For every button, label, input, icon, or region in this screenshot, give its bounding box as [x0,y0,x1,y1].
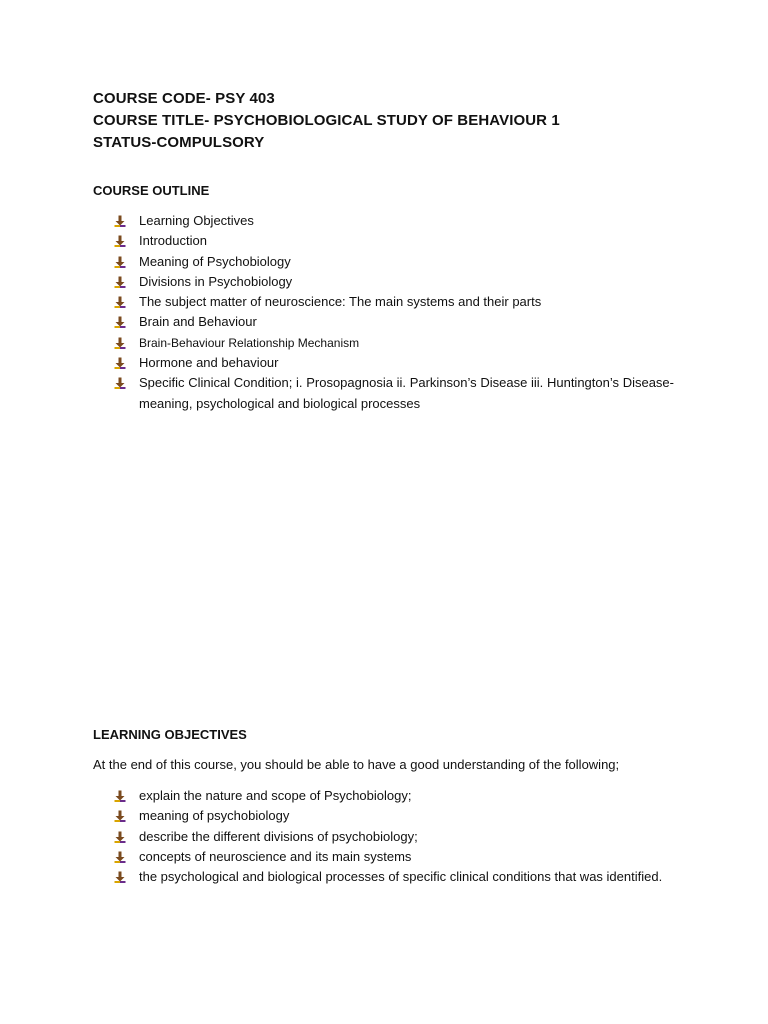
down-arrow-bullet-icon [114,276,126,288]
list-item [114,847,674,867]
list-item-text: Brain and Behaviour [139,314,257,330]
list-item-text: Brain-Behaviour Relationship Mechanism [139,335,360,350]
list-item-text: Learning Objectives [139,213,254,228]
learning-objectives-intro: At the end of this course, you should be able to have a good understanding of the following; [93,757,620,772]
list-item [114,231,674,251]
down-arrow-bullet-icon [114,377,126,389]
list-item [114,373,674,414]
list-item-text: the psychological and biological processes of specific clinical conditions that was identified. [139,869,663,885]
course-header [93,88,693,154]
list-item [114,786,674,806]
list-item-text: Meaning of Psychobiology [139,253,291,269]
down-arrow-bullet-icon [114,296,126,308]
down-arrow-bullet-icon [114,851,126,863]
down-arrow-bullet-icon [114,316,126,328]
list-item [114,827,674,847]
list-item [114,806,674,826]
learning-objectives-heading: LEARNING OBJECTIVES [93,727,247,742]
down-arrow-bullet-icon [114,810,126,822]
list-item [114,867,674,887]
list-item-text: Specific Clinical Condition; i. Prosopagnosia ii. Parkinson’s Disease iii. Huntington’s Disease- meaning, psychological and biological processes [139,375,674,411]
list-item-text: explain the nature and scope of Psychobiology; [139,788,412,803]
list-item [114,353,674,373]
list-item-text: Divisions in Psychobiology [139,273,293,289]
down-arrow-bullet-icon [114,215,126,227]
down-arrow-bullet-icon [114,357,126,369]
list-item [114,333,674,353]
down-arrow-bullet-icon [114,337,126,349]
list-item [114,312,674,332]
course-status: STATUS-COMPULSORY [93,134,265,151]
down-arrow-bullet-icon [114,831,126,843]
list-item-text: concepts of neuroscience and its main systems [139,848,412,864]
list-item [114,211,674,231]
down-arrow-bullet-icon [114,256,126,268]
list-item-text: Hormone and behaviour [139,355,279,371]
list-item-text: describe the different divisions of psychobiology; [139,828,418,844]
course-outline-heading: COURSE OUTLINE [93,183,210,198]
down-arrow-bullet-icon [114,235,126,247]
list-item [114,272,674,292]
list-item-text: The subject matter of neuroscience: The main systems and their parts [139,294,542,310]
course-code: COURSE CODE- PSY 403 [93,90,275,107]
learning-objectives-list [114,786,674,887]
list-item [114,252,674,272]
list-item-text: meaning of psychobiology [139,808,290,824]
down-arrow-bullet-icon [114,790,126,802]
course-outline-list [114,211,674,414]
course-title: COURSE TITLE- PSYCHOBIOLOGICAL STUDY OF BEHAVIOUR 1 [93,112,560,129]
list-item [114,292,674,312]
list-item-text: Introduction [139,233,207,249]
down-arrow-bullet-icon [114,871,126,883]
